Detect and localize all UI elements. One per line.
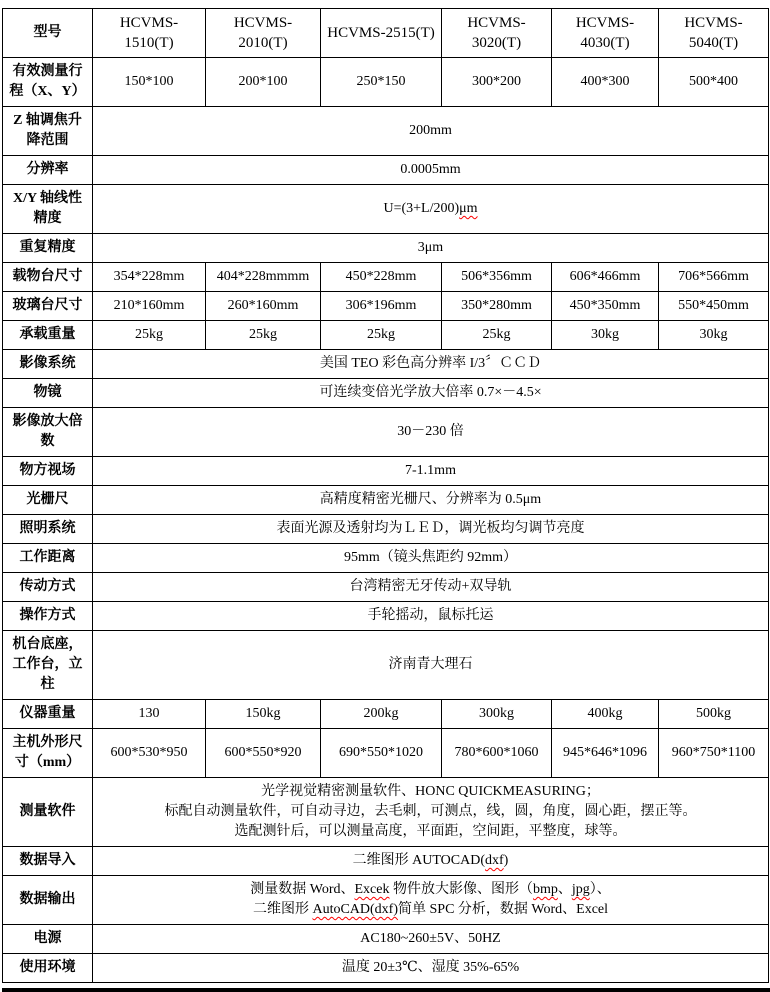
spec-row — [3, 631, 769, 700]
spec-row — [3, 457, 769, 486]
spec-value-cell: 306*196mm — [321, 292, 442, 321]
spec-span-cell — [93, 631, 769, 700]
row-label-cell: 有效测量行程（X、Y） — [3, 58, 93, 107]
spec-value-cell: 945*646*1096 — [552, 729, 659, 778]
spec-text-line: AC180~260±5V、50HZ — [360, 931, 501, 946]
row-label-cell: Z 轴调焦升降范围 — [3, 107, 93, 156]
model-name-cell: HCVMS-4030(T) — [552, 9, 659, 58]
spec-row — [3, 379, 769, 408]
spec-row — [3, 234, 769, 263]
spec-span-cell — [93, 408, 769, 457]
spec-row — [3, 700, 769, 729]
row-label-cell: 影像放大倍数 — [3, 408, 93, 457]
row-label-cell: 机台底座，工作台，立柱 — [3, 631, 93, 700]
spec-value-cell: 30kg — [552, 321, 659, 350]
spec-value-cell: 200*100 — [206, 58, 321, 107]
spec-value-cell: 690*550*1020 — [321, 729, 442, 778]
spec-value-cell: 450*350mm — [552, 292, 659, 321]
spec-row — [3, 408, 769, 457]
spec-value-cell: 25kg — [442, 321, 552, 350]
spec-value-cell: 350*280mm — [442, 292, 552, 321]
row-label-cell: 传动方式 — [3, 573, 93, 602]
spec-value-cell: 354*228mm — [93, 263, 206, 292]
spec-text-line: 手轮摇动，鼠标托运 — [367, 608, 494, 623]
spec-text-line: 200mm — [409, 123, 452, 138]
spec-text-line: 选配测针后，可以测量高度，平面距，空间距，平整度，球等。 — [234, 824, 627, 839]
misspelling-underline: bmp — [532, 882, 558, 897]
spec-value-cell: 550*450mm — [659, 292, 769, 321]
spec-text-line: 台湾精密无牙传动+双导轨 — [349, 579, 512, 594]
spec-span-cell — [93, 486, 769, 515]
spec-value-cell: 250*150 — [321, 58, 442, 107]
spec-row — [3, 954, 769, 983]
spec-row — [3, 321, 769, 350]
spec-value-cell: 130 — [93, 700, 206, 729]
spec-value-cell: 600*530*950 — [93, 729, 206, 778]
spec-text-line: 温度 20±3℃、湿度 35%-65% — [341, 960, 520, 975]
spec-value-cell: 400*300 — [552, 58, 659, 107]
spec-value-cell: 25kg — [93, 321, 206, 350]
spec-value-cell: 300kg — [442, 700, 552, 729]
model-name-cell: HCVMS-2515(T) — [321, 9, 442, 58]
spec-row — [3, 58, 769, 107]
spec-value-cell: 500kg — [659, 700, 769, 729]
model-name-cell: HCVMS-3020(T) — [442, 9, 552, 58]
spec-row — [3, 544, 769, 573]
spec-text-line: 光学视觉精密测量软件、HONC QUICKMEASURING； — [261, 784, 600, 799]
row-label-cell: 数据输出 — [3, 876, 93, 925]
spec-value-cell: 500*400 — [659, 58, 769, 107]
spec-text-line: 二维图形 AUTOCAD(dxf) — [352, 853, 509, 868]
spec-span-cell — [93, 847, 769, 876]
bottom-divider-bar — [2, 988, 770, 992]
spec-span-cell — [93, 107, 769, 156]
spec-row — [3, 573, 769, 602]
spec-row — [3, 156, 769, 185]
spec-value-cell: 600*550*920 — [206, 729, 321, 778]
spec-value-cell: 506*356mm — [442, 263, 552, 292]
spec-row — [3, 778, 769, 847]
spec-text-line: 美国 TEO 彩色高分辨率 I/3〞ＣＣＤ — [319, 356, 542, 371]
misspelling-underline: jpg — [571, 882, 590, 897]
row-label-cell: 分辨率 — [3, 156, 93, 185]
model-header-row — [3, 9, 769, 58]
spec-table — [2, 8, 769, 983]
row-label-cell: 重复精度 — [3, 234, 93, 263]
spec-text-line: 二维图形 AutoCAD(dxf)简单 SPC 分析，数据 Word、Excel — [252, 902, 609, 917]
row-label-cell: 电源 — [3, 925, 93, 954]
spec-text-line: 3μm — [417, 240, 444, 255]
spec-row — [3, 292, 769, 321]
spec-value-cell: 450*228mm — [321, 263, 442, 292]
spec-span-cell — [93, 876, 769, 925]
row-label-cell: 工作距离 — [3, 544, 93, 573]
spec-row — [3, 185, 769, 234]
model-header — [3, 9, 769, 58]
spec-value-cell: 300*200 — [442, 58, 552, 107]
spec-span-cell — [93, 602, 769, 631]
spec-span-cell — [93, 185, 769, 234]
row-label-cell: 操作方式 — [3, 602, 93, 631]
row-label-cell: 照明系统 — [3, 515, 93, 544]
spec-row — [3, 350, 769, 379]
spec-row — [3, 876, 769, 925]
spec-span-cell — [93, 573, 769, 602]
row-label-cell: 影像系统 — [3, 350, 93, 379]
spec-text-line: U=(3+L/200)μm — [383, 201, 478, 216]
spec-span-cell — [93, 156, 769, 185]
spec-row — [3, 107, 769, 156]
row-label-cell: 数据导入 — [3, 847, 93, 876]
misspelling-underline: dxf — [485, 853, 504, 868]
spec-text-line: 表面光源及透射均为ＬＥＤ，调光板均匀调节亮度 — [276, 521, 585, 536]
spec-text-line: 可连续变倍光学放大倍率 0.7×－4.5× — [319, 385, 542, 400]
spec-value-cell: 25kg — [321, 321, 442, 350]
model-name-cell: HCVMS-5040(T) — [659, 9, 769, 58]
spec-row — [3, 486, 769, 515]
spec-span-cell — [93, 544, 769, 573]
row-label-cell: 测量软件 — [3, 778, 93, 847]
spec-span-cell — [93, 954, 769, 983]
spec-row — [3, 263, 769, 292]
spec-span-cell — [93, 234, 769, 263]
row-label-cell: X/Y 轴线性精度 — [3, 185, 93, 234]
spec-row — [3, 729, 769, 778]
spec-value-cell: 25kg — [206, 321, 321, 350]
misspelling-underline: Excek — [354, 882, 390, 897]
spec-rows — [3, 58, 769, 983]
spec-span-cell — [93, 925, 769, 954]
spec-text-line: 30－230 倍 — [397, 424, 464, 439]
spec-span-cell — [93, 515, 769, 544]
misspelling-underline: AutoCAD(dxf) — [312, 902, 398, 917]
spec-value-cell: 960*750*1100 — [659, 729, 769, 778]
spec-row — [3, 847, 769, 876]
row-label-cell: 主机外形尺寸（mm） — [3, 729, 93, 778]
spec-value-cell: 200kg — [321, 700, 442, 729]
spec-text-line: 高精度精密光栅尺、分辨率为 0.5μm — [319, 492, 542, 507]
row-label-cell: 玻璃台尺寸 — [3, 292, 93, 321]
spec-value-cell: 404*228mmmm — [206, 263, 321, 292]
spec-span-cell — [93, 457, 769, 486]
spec-span-cell — [93, 379, 769, 408]
spec-value-cell: 706*566mm — [659, 263, 769, 292]
spec-value-cell: 260*160mm — [206, 292, 321, 321]
header-label-cell: 型号 — [3, 9, 93, 58]
spec-row — [3, 602, 769, 631]
spec-span-cell — [93, 350, 769, 379]
spec-value-cell: 780*600*1060 — [442, 729, 552, 778]
row-label-cell: 载物台尺寸 — [3, 263, 93, 292]
spec-row — [3, 515, 769, 544]
row-label-cell: 物方视场 — [3, 457, 93, 486]
spec-value-cell: 30kg — [659, 321, 769, 350]
spec-text-line: 济南青大理石 — [388, 657, 473, 672]
spec-value-cell: 606*466mm — [552, 263, 659, 292]
spec-text-line: 95mm（镜头焦距约 92mm） — [343, 550, 518, 565]
spec-value-cell: 210*160mm — [93, 292, 206, 321]
spec-span-cell — [93, 778, 769, 847]
row-label-cell: 仪器重量 — [3, 700, 93, 729]
spec-value-cell: 400kg — [552, 700, 659, 729]
spec-value-cell: 150*100 — [93, 58, 206, 107]
row-label-cell: 承载重量 — [3, 321, 93, 350]
spec-text-line: 0.0005mm — [400, 162, 461, 177]
row-label-cell: 使用环境 — [3, 954, 93, 983]
spec-text-line: 7-1.1mm — [405, 463, 456, 478]
row-label-cell: 光栅尺 — [3, 486, 93, 515]
row-label-cell: 物镜 — [3, 379, 93, 408]
spec-text-line: 测量数据 Word、Excek 物件放大影像、图形（bmp、jpg）、 — [250, 882, 611, 897]
spec-row — [3, 925, 769, 954]
spec-value-cell: 150kg — [206, 700, 321, 729]
model-name-cell: HCVMS-2010(T) — [206, 9, 321, 58]
misspelling-underline: μm — [459, 201, 478, 216]
spec-text-line: 标配自动测量软件，可自动寻边，去毛刺，可测点，线，圆，角度，圆心距，摆正等。 — [164, 804, 697, 819]
model-name-cell: HCVMS-1510(T) — [93, 9, 206, 58]
